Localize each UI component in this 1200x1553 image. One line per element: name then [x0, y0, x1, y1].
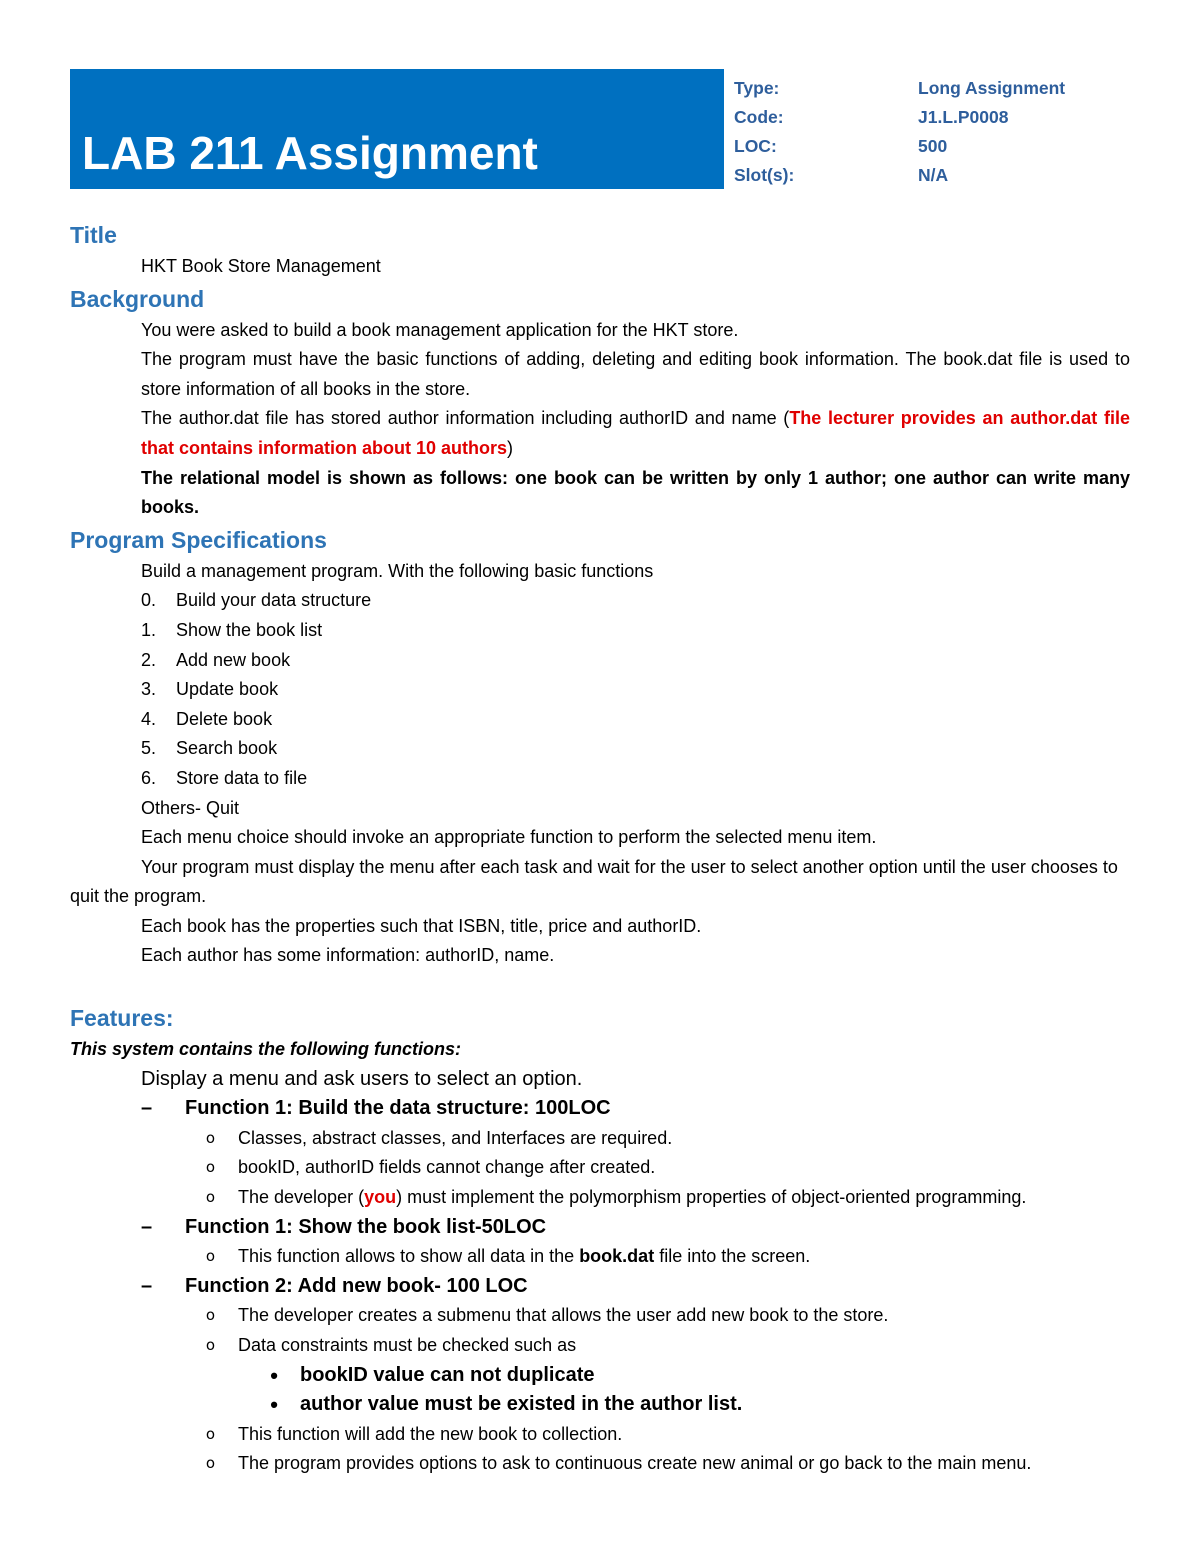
menu-label: Delete book	[176, 708, 273, 729]
meta-key: Type:	[734, 78, 780, 98]
menu-number: 5.	[141, 738, 157, 759]
background-paragraph: The program must have the basic functions of adding, deleting and editing book information. The book.dat file is used to store information of all books in the store.	[141, 349, 1130, 399]
menu-list-item	[70, 734, 1130, 764]
sub-item-text: Data constraints must be checked such as	[238, 1335, 577, 1355]
meta-value: 500	[918, 136, 948, 156]
menu-others: Others- Quit	[141, 797, 240, 818]
sub-item	[70, 1420, 1130, 1450]
specs-paragraph: Your program must display the menu after each task and wait for the user to select another option until the user chooses to quit the program.	[70, 856, 1118, 907]
specs-intro: Build a management program. With the following basic functions	[141, 560, 654, 581]
menu-number: 1.	[141, 619, 157, 640]
meta-row-code	[734, 103, 1174, 132]
meta-row-type	[734, 74, 1174, 103]
relational-model-note: The relational model is shown as follows: one book can be written by only 1 author; one author can write many books.	[141, 467, 1130, 518]
circle-bullet-icon: o	[205, 1247, 215, 1266]
background-paragraph	[70, 404, 1130, 463]
meta-row-slots	[734, 161, 1174, 190]
menu-list-item	[70, 646, 1130, 676]
circle-bullet-icon: o	[205, 1306, 215, 1325]
meta-key: LOC:	[734, 136, 777, 156]
sub-item	[70, 1242, 1130, 1272]
function-heading	[70, 1213, 1130, 1243]
sub-item-text	[238, 1242, 810, 1272]
circle-bullet-icon: o	[205, 1424, 215, 1443]
constraint-text: author value must be existed in the author list.	[300, 1393, 743, 1416]
dash-marker: –	[141, 1274, 153, 1297]
header-banner	[70, 69, 724, 189]
sub-item	[70, 1449, 1130, 1479]
section-heading-specifications: Program Specifications	[70, 526, 327, 553]
sub-item-text: This function will add the new book to collection.	[238, 1423, 623, 1444]
sub-item	[70, 1153, 1130, 1183]
features-display-note: Display a menu and ask users to select an option.	[141, 1067, 583, 1090]
specs-paragraph: Each menu choice should invoke an appropriate function to perform the selected menu item.	[141, 827, 877, 848]
specs-paragraph: Each book has the properties such that ISBN, title, price and authorID.	[141, 915, 702, 936]
background-paragraph: You were asked to build a book management application for the HKT store.	[141, 319, 739, 340]
section-heading-background: Background	[70, 285, 205, 312]
menu-label: Add new book	[176, 649, 291, 670]
section-heading-title: Title	[70, 222, 117, 248]
bullet-icon: •	[270, 1362, 278, 1388]
menu-list-item	[70, 764, 1130, 794]
document-title: LAB 211 Assignment	[82, 127, 538, 179]
sub-item-text	[238, 1183, 1026, 1213]
constraint-item	[70, 1390, 1130, 1420]
features-intro: This system contains the following functions:	[70, 1039, 462, 1060]
highlight-text: The lecturer provides an author.dat file that contains information about 10 authors	[141, 408, 1130, 458]
text-run: This function allows to show all data in the	[238, 1246, 580, 1267]
circle-bullet-icon: o	[205, 1336, 215, 1354]
meta-value: Long Assignment	[918, 78, 1066, 98]
dash-marker: –	[141, 1097, 153, 1120]
sub-item	[70, 1124, 1130, 1154]
function-heading	[70, 1094, 1130, 1124]
highlight-text: you	[364, 1187, 397, 1208]
function-title: Function 1: Show the book list-50LOC	[185, 1215, 547, 1238]
menu-number: 4.	[141, 708, 157, 729]
constraint-item	[70, 1361, 1130, 1391]
dash-marker: –	[141, 1215, 153, 1238]
assignment-meta	[734, 74, 1174, 190]
meta-value: N/A	[918, 165, 949, 185]
function-heading	[70, 1272, 1130, 1302]
menu-number: 2.	[141, 649, 157, 670]
text-run: The author.dat file has stored author information including authorID and name (	[141, 408, 790, 429]
meta-key: Slot(s):	[734, 165, 795, 185]
sub-item	[70, 1331, 1130, 1361]
text-run: The developer (	[238, 1187, 365, 1208]
circle-bullet-icon: o	[205, 1158, 215, 1177]
sub-item-text: The developer creates a submenu that allows the user add new book to the store.	[238, 1305, 889, 1326]
menu-label: Store data to file	[176, 767, 308, 788]
menu-number: 3.	[141, 679, 157, 700]
bullet-icon: •	[270, 1392, 278, 1418]
bold-text: book.dat	[579, 1246, 655, 1267]
circle-bullet-icon: o	[205, 1128, 215, 1147]
spacer	[70, 971, 1130, 1001]
text-run: ) must implement the polymorphism properties of object-oriented programming.	[396, 1187, 1027, 1208]
menu-label: Show the book list	[176, 619, 323, 640]
meta-key: Code:	[734, 107, 784, 127]
circle-bullet-icon: o	[205, 1188, 215, 1207]
sub-item	[70, 1183, 1130, 1213]
sub-item	[70, 1301, 1130, 1331]
menu-label: Update book	[176, 679, 279, 700]
project-title: HKT Book Store Management	[141, 256, 381, 276]
section-heading-features: Features:	[70, 1005, 174, 1032]
meta-row-loc	[734, 132, 1174, 161]
menu-label: Search book	[176, 738, 278, 759]
menu-number: 6.	[141, 767, 157, 788]
specs-paragraph: Each author has some information: authorID, name.	[141, 945, 555, 966]
menu-label: Build your data structure	[176, 590, 372, 611]
menu-number: 0.	[141, 590, 157, 611]
text-run: file into the screen.	[654, 1246, 811, 1267]
function-title: Function 1: Build the data structure: 100LOC	[185, 1097, 611, 1120]
meta-value: J1.L.P0008	[918, 107, 1009, 127]
menu-list-item	[70, 586, 1130, 616]
circle-bullet-icon: o	[205, 1454, 215, 1473]
constraint-text: bookID value can not duplicate	[300, 1363, 595, 1386]
menu-list-item	[70, 616, 1130, 646]
sub-item-text: bookID, authorID fields cannot change after created.	[238, 1157, 656, 1178]
function-title: Function 2: Add new book- 100 LOC	[185, 1274, 528, 1297]
text-run: )	[507, 437, 514, 458]
menu-list-item	[70, 705, 1130, 735]
sub-item-text: Classes, abstract classes, and Interfaces are required.	[238, 1127, 673, 1148]
menu-list-item	[70, 675, 1130, 705]
document-body	[70, 218, 1130, 1479]
sub-item-text: The program provides options to ask to continuous create new animal or go back to the main menu.	[238, 1453, 1032, 1474]
